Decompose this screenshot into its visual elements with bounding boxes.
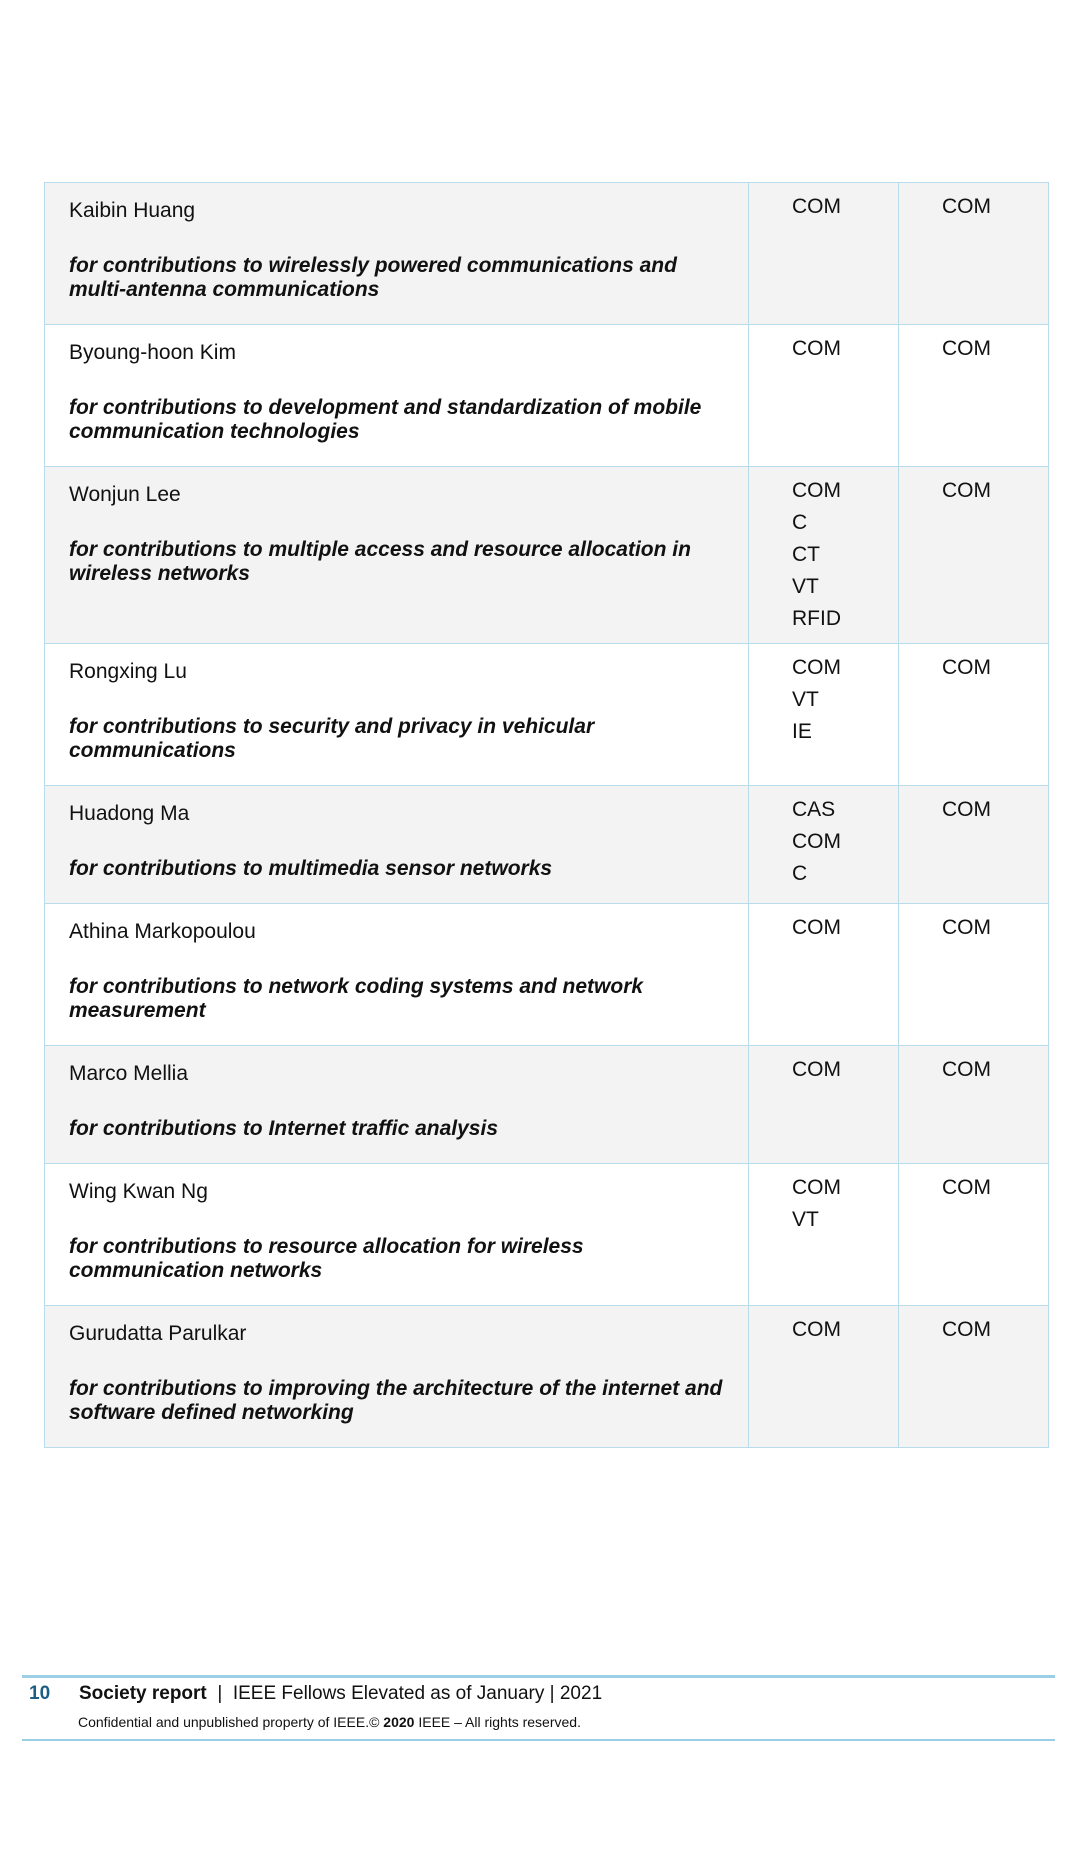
confidential-notice (78, 1714, 581, 1730)
fellow-citation: for contributions to improving the architecture of the internet and software defined networking (69, 1377, 723, 1424)
evaluating-society-list (942, 1172, 1048, 1204)
societies-cell (749, 183, 899, 325)
footer-top-rule (22, 1675, 1055, 1678)
society-list (792, 912, 898, 944)
evaluating-society-cell (899, 644, 1049, 786)
fellow-row (45, 1164, 1049, 1306)
report-subtitle: IEEE Fellows Elevated as of January | 2021 (232, 1683, 603, 1704)
fellow-row (45, 904, 1049, 1046)
society-list (792, 1054, 898, 1086)
evaluating-society-code: COM (942, 798, 991, 821)
society-code: COM (792, 337, 841, 360)
fellow-name: Rongxing Lu (69, 660, 187, 683)
society-code: VT (792, 688, 819, 711)
fellow-row (45, 183, 1049, 325)
societies-cell (749, 786, 899, 904)
society-list (792, 191, 898, 223)
evaluating-society-cell (899, 786, 1049, 904)
evaluating-society-list (942, 912, 1048, 944)
evaluating-society-code: COM (942, 479, 991, 502)
society-code: COM (792, 1058, 841, 1081)
evaluating-society-code: COM (942, 1318, 991, 1341)
report-title: Society report (79, 1683, 207, 1704)
evaluating-society-list (942, 333, 1048, 365)
evaluating-society-code: COM (942, 1176, 991, 1199)
fellow-name: Byoung-hoon Kim (69, 341, 236, 364)
evaluating-society-cell (899, 1306, 1049, 1448)
society-code: CAS (792, 798, 836, 821)
societies-cell (749, 467, 899, 644)
fellow-citation: for contributions to Internet traffic analysis (69, 1117, 499, 1140)
societies-cell (749, 644, 899, 786)
evaluating-society-list (942, 475, 1048, 507)
evaluating-society-cell (899, 1164, 1049, 1306)
evaluating-society-list (942, 794, 1048, 826)
evaluating-society-code: COM (942, 656, 991, 679)
fellow-details-cell (45, 644, 749, 786)
fellow-details-cell (45, 1046, 749, 1164)
evaluating-society-cell (899, 467, 1049, 644)
evaluating-society-code: COM (942, 337, 991, 360)
societies-cell (749, 325, 899, 467)
report-title-line (79, 1683, 602, 1705)
evaluating-society-code: COM (942, 1058, 991, 1081)
society-code: COM (792, 656, 841, 679)
title-separator: | (217, 1683, 223, 1704)
fellow-details-cell (45, 1306, 749, 1448)
fellow-citation: for contributions to multimedia sensor networks (69, 857, 553, 880)
fellow-row (45, 325, 1049, 467)
fellow-name: Wing Kwan Ng (69, 1180, 208, 1203)
fellow-details-cell (45, 325, 749, 467)
evaluating-society-code: COM (942, 195, 991, 218)
fellow-citation: for contributions to resource allocation for wireless communication networks (69, 1235, 584, 1282)
confidential-suffix: IEEE – All rights reserved. (414, 1714, 581, 1730)
society-code: COM (792, 195, 841, 218)
society-code: COM (792, 1176, 841, 1199)
fellow-name: Gurudatta Parulkar (69, 1322, 247, 1345)
society-code: COM (792, 830, 841, 853)
society-code: COM (792, 916, 841, 939)
society-code: RFID (792, 607, 841, 630)
fellow-name: Huadong Ma (69, 802, 190, 825)
society-code: C (792, 862, 808, 885)
society-list (792, 1314, 898, 1346)
fellow-name: Kaibin Huang (69, 199, 196, 222)
fellow-row (45, 467, 1049, 644)
fellow-citation: for contributions to wirelessly powered communications and multi-antenna communications (69, 254, 677, 301)
society-code: COM (792, 1318, 841, 1341)
fellow-details-cell (45, 904, 749, 1046)
society-code: VT (792, 1208, 819, 1231)
fellow-row (45, 644, 1049, 786)
copyright-year: 2020 (383, 1714, 415, 1730)
fellow-name: Marco Mellia (69, 1062, 189, 1085)
page-number: 10 (29, 1683, 51, 1704)
fellow-name: Athina Markopoulou (69, 920, 256, 943)
evaluating-society-list (942, 1314, 1048, 1346)
fellow-row (45, 1046, 1049, 1164)
fellows-table (44, 182, 1049, 1448)
society-code: IE (792, 720, 812, 743)
fellow-citation: for contributions to security and privacy in vehicular communications (69, 715, 595, 762)
fellow-citation: for contributions to multiple access and resource allocation in wireless networks (69, 538, 691, 585)
evaluating-society-cell (899, 1046, 1049, 1164)
fellow-row (45, 786, 1049, 904)
confidential-prefix: Confidential and unpublished property of IEEE.© (78, 1714, 384, 1730)
society-code: C (792, 511, 808, 534)
society-code: COM (792, 479, 841, 502)
fellow-details-cell (45, 1164, 749, 1306)
society-code: VT (792, 575, 819, 598)
societies-cell (749, 1306, 899, 1448)
evaluating-society-cell (899, 183, 1049, 325)
fellow-details-cell (45, 183, 749, 325)
societies-cell (749, 1046, 899, 1164)
fellow-details-cell (45, 786, 749, 904)
fellow-row (45, 1306, 1049, 1448)
evaluating-society-code: COM (942, 916, 991, 939)
evaluating-society-cell (899, 904, 1049, 1046)
footer-bottom-rule (22, 1739, 1055, 1741)
fellow-citation: for contributions to development and standardization of mobile communication technologies (69, 396, 702, 443)
fellows-table-body (45, 183, 1049, 1448)
evaluating-society-list (942, 191, 1048, 223)
evaluating-society-list (942, 1054, 1048, 1086)
society-list (792, 652, 898, 748)
society-list (792, 1172, 898, 1236)
society-list (792, 333, 898, 365)
fellow-name: Wonjun Lee (69, 483, 181, 506)
societies-cell (749, 904, 899, 1046)
society-code: CT (792, 543, 820, 566)
society-list (792, 475, 898, 635)
fellow-details-cell (45, 467, 749, 644)
fellow-citation: for contributions to network coding systems and network measurement (69, 975, 644, 1022)
evaluating-society-cell (899, 325, 1049, 467)
societies-cell (749, 1164, 899, 1306)
evaluating-society-list (942, 652, 1048, 684)
society-list (792, 794, 898, 890)
